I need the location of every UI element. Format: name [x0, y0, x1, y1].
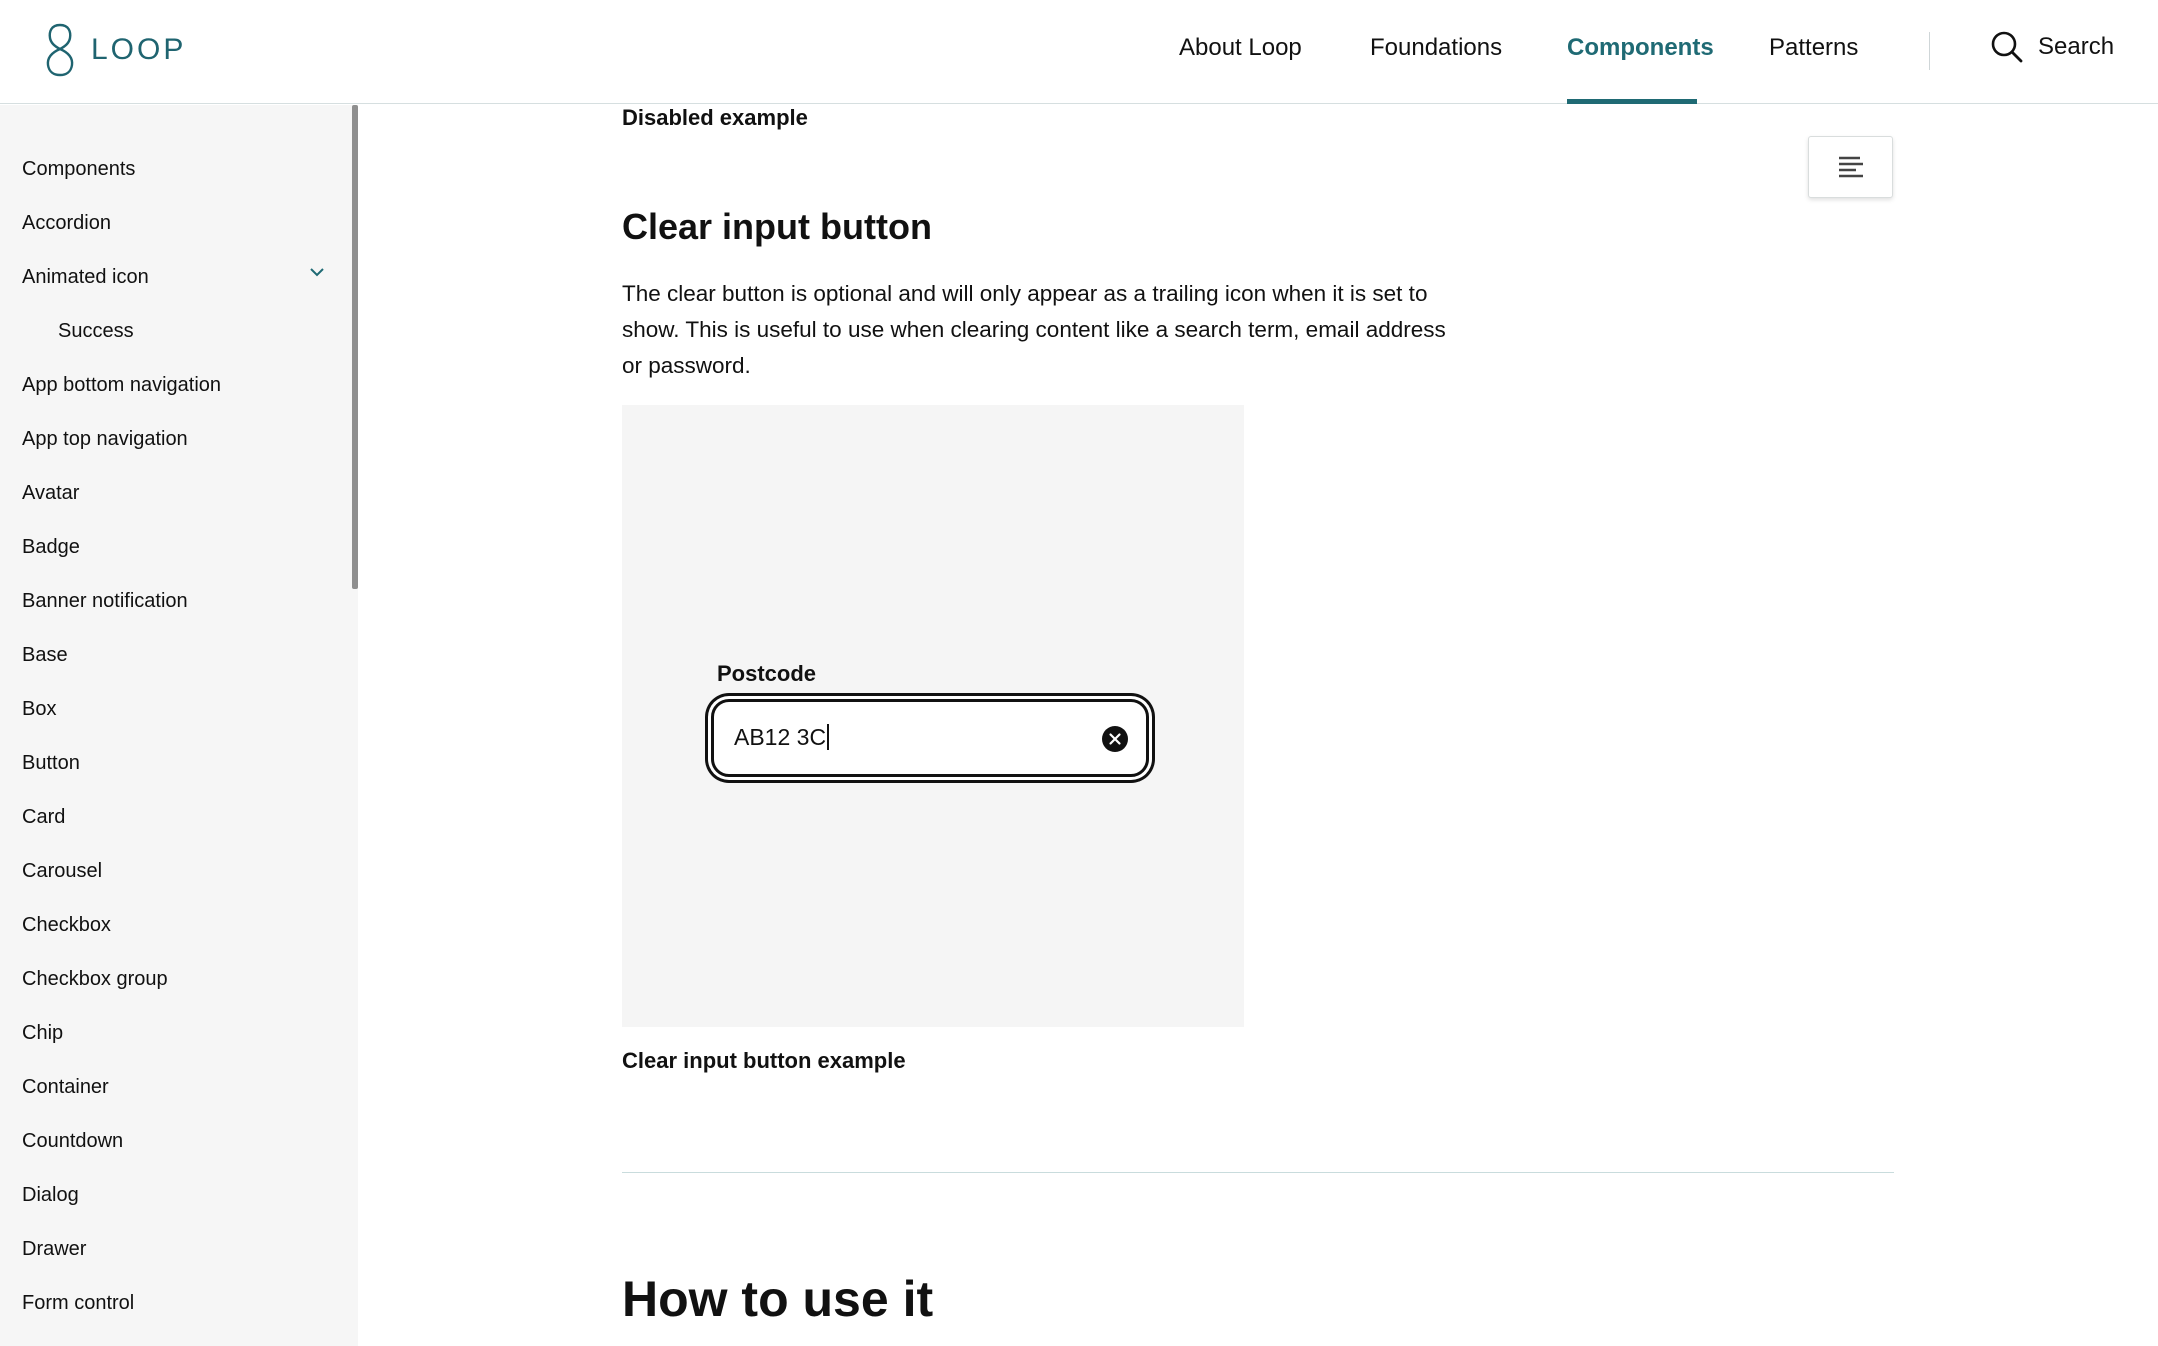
nav-components[interactable]: Components — [1567, 34, 1714, 61]
nav-patterns[interactable]: Patterns — [1769, 34, 1859, 61]
sidebar-item-countdown[interactable]: Countdown — [22, 1130, 124, 1152]
sidebar-item-container[interactable]: Container — [22, 1076, 109, 1098]
sidebar-item-card[interactable]: Card — [22, 806, 66, 828]
postcode-input-value — [734, 724, 829, 751]
nav-divider — [1929, 32, 1930, 70]
search-button[interactable] — [1990, 30, 2114, 64]
how-to-use-heading: How to use it — [622, 1271, 934, 1327]
sidebar-item-checkbox-group[interactable]: Checkbox group — [22, 968, 168, 990]
text-caret — [827, 724, 829, 750]
search-icon — [1990, 30, 2024, 64]
sidebar-item-checkbox[interactable]: Checkbox — [22, 914, 111, 936]
nav-active-indicator — [1567, 99, 1697, 104]
postcode-input[interactable] — [711, 699, 1149, 777]
postcode-label: Postcode — [717, 661, 817, 686]
sidebar-item-success[interactable]: Success — [58, 320, 134, 342]
section-divider — [622, 1172, 1894, 1173]
sidebar-nav — [0, 105, 358, 1346]
logo-text: LOOP — [91, 33, 187, 66]
sidebar-item-accordion[interactable]: Accordion — [22, 212, 111, 234]
example-preview — [622, 405, 1244, 1027]
sidebar-item-app-top-navigation[interactable]: App top navigation — [22, 428, 188, 450]
site-header — [0, 0, 2158, 104]
sidebar-item-banner-notification[interactable]: Banner notification — [22, 590, 188, 612]
nav-about-loop[interactable]: About Loop — [1179, 34, 1302, 61]
example-caption: Clear input button example — [622, 1048, 906, 1073]
sidebar-item-form-control[interactable]: Form control — [22, 1292, 135, 1314]
table-of-contents-button[interactable] — [1808, 136, 1893, 198]
sidebar-item-dialog[interactable]: Dialog — [22, 1184, 79, 1206]
loop-logo-icon — [43, 22, 77, 78]
postcode-text: AB12 3C — [734, 724, 827, 750]
sidebar-item-carousel[interactable]: Carousel — [22, 860, 103, 882]
chevron-down-icon[interactable] — [308, 266, 326, 278]
sidebar-scrollbar[interactable] — [352, 105, 358, 589]
nav-foundations[interactable]: Foundations — [1370, 34, 1503, 61]
disabled-example-caption: Disabled example — [622, 105, 808, 130]
sidebar-item-app-bottom-navigation[interactable]: App bottom navigation — [22, 374, 222, 396]
sidebar-item-box[interactable]: Box — [22, 698, 57, 720]
table-of-contents-icon — [1836, 155, 1866, 179]
sidebar-item-button[interactable]: Button — [22, 752, 80, 774]
sidebar-item-badge[interactable]: Badge — [22, 536, 80, 558]
section-description: The clear button is optional and will only appear as a trailing icon when it is set to show. This is useful to use when clearing content like a search term, email address or password. — [622, 281, 1446, 378]
search-label: Search — [2038, 33, 2115, 60]
sidebar-item-animated-icon[interactable]: Animated icon — [22, 266, 149, 288]
logo[interactable] — [43, 22, 186, 78]
clear-circle-icon[interactable] — [1102, 726, 1128, 752]
sidebar-item-chip[interactable]: Chip — [22, 1022, 64, 1044]
sidebar-item-drawer[interactable]: Drawer — [22, 1238, 87, 1260]
section-title: Clear input button — [622, 206, 932, 247]
sidebar-item-base[interactable]: Base — [22, 644, 68, 666]
sidebar-item-avatar[interactable]: Avatar — [22, 482, 80, 504]
sidebar-item-components[interactable]: Components — [22, 158, 136, 180]
